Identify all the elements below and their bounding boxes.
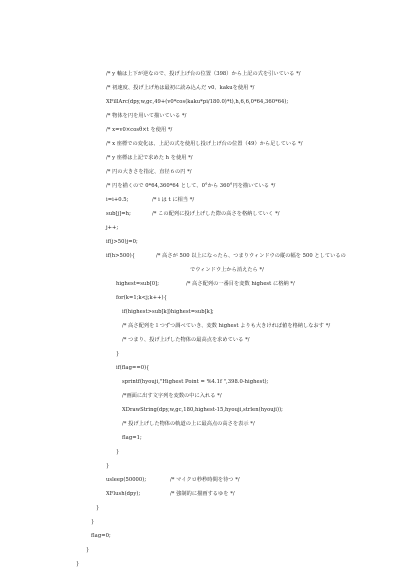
code-comment: /* 高さが 500 以上になったら、つまりウィンドウの縦の幅を 500 としているの [156, 253, 346, 259]
code-line: if(h>500){ [106, 253, 136, 259]
code-comment: /* i は t に相当 */ [152, 197, 195, 203]
code-line: highest=sub[0]; [116, 281, 159, 287]
code-line: /* y 軸は上下が逆なので、投げ上げ台の位置（398）から上記の式を引いている */ [106, 71, 301, 77]
code-line: flag=0; [91, 533, 111, 539]
code-comment: /* 高さ配列の一番目を変数 highest に格納 */ [186, 281, 295, 287]
code-comment: /* つまり、投げ上げした物体の最高点を求めている */ [122, 337, 250, 343]
code-line: /* 円を描くので 0*64,360*64 として、0°から 360°円を描いている */ [106, 183, 276, 189]
code-comment: /* 高さ配列を１つずつ調べていき、変数 highest よりも大きければ値を格納しなおす */ [122, 323, 331, 329]
code-line: /* 初速度、投げ上げ角は最初に読み込んだ v0、kakuを使用 */ [106, 85, 255, 91]
code-line: } [116, 449, 120, 455]
code-line: XFillArc(dpy,w,gc,49+(v0*cos(kaku*pi/180.0)*t),h,6,6,0*64,360*64); [106, 99, 289, 105]
code-line: i=i+0.5; [106, 197, 129, 203]
code-line: for(k=1;k<j;k++){ [116, 295, 167, 301]
code-line: XFlush(dpy); [106, 491, 141, 497]
code-line: /* 円の大きさを指定、直径６の円 */ [106, 169, 192, 175]
code-line: if(flag==0){ [116, 365, 150, 371]
code-comment: /* 投げ上げした物体の軌道の上に最高点の高さを表示 */ [122, 421, 255, 427]
code-line: } [116, 351, 120, 357]
code-line: } [91, 519, 95, 525]
code-comment: /* 強制的に描画するゆを */ [170, 491, 235, 497]
code-line: /* 物体を円を用いて描いている */ [106, 113, 187, 119]
code-line: } [86, 547, 90, 553]
code-comment: /* この配列に投げ上げした際の高さを格納していく */ [152, 211, 280, 217]
code-line: /* x 座標での変化は、上記の式を使用し投げ上げ台の位置（49）から足している */ [106, 141, 303, 147]
code-comment: でウィンドウ上から消えたら */ [190, 267, 264, 273]
code-line: /* y 座標は上記で求めた h を使用 */ [106, 155, 193, 161]
code-line: flag=1; [122, 435, 142, 441]
code-line: } [106, 463, 110, 469]
code-line: if(highest>sub[k])highest=sub[k]; [122, 309, 214, 315]
code-line: } [96, 505, 100, 511]
code-line: sub[j]=h; [106, 211, 131, 217]
code-line: sprintf(hyouji,"Highest Point = %4.1f ",398.0-highest); [122, 379, 269, 385]
code-line: usleep(50000); [106, 477, 147, 483]
code-line: j++; [106, 225, 119, 231]
code-line: XDrawString(dpy,w,gc,180,highest-15,hyouji,strlen(hyouji)); [122, 407, 283, 413]
code-comment: /* マイクロ秒秒時間を待つ */ [170, 477, 240, 483]
code-line: if(j>50)j=0; [106, 239, 138, 245]
code-line: } [76, 561, 80, 567]
code-line: /* x=v0×cosθ×t を使用 */ [106, 127, 173, 133]
code-comment: /*画面に出す文字列を変数の中に入れる */ [122, 393, 222, 399]
